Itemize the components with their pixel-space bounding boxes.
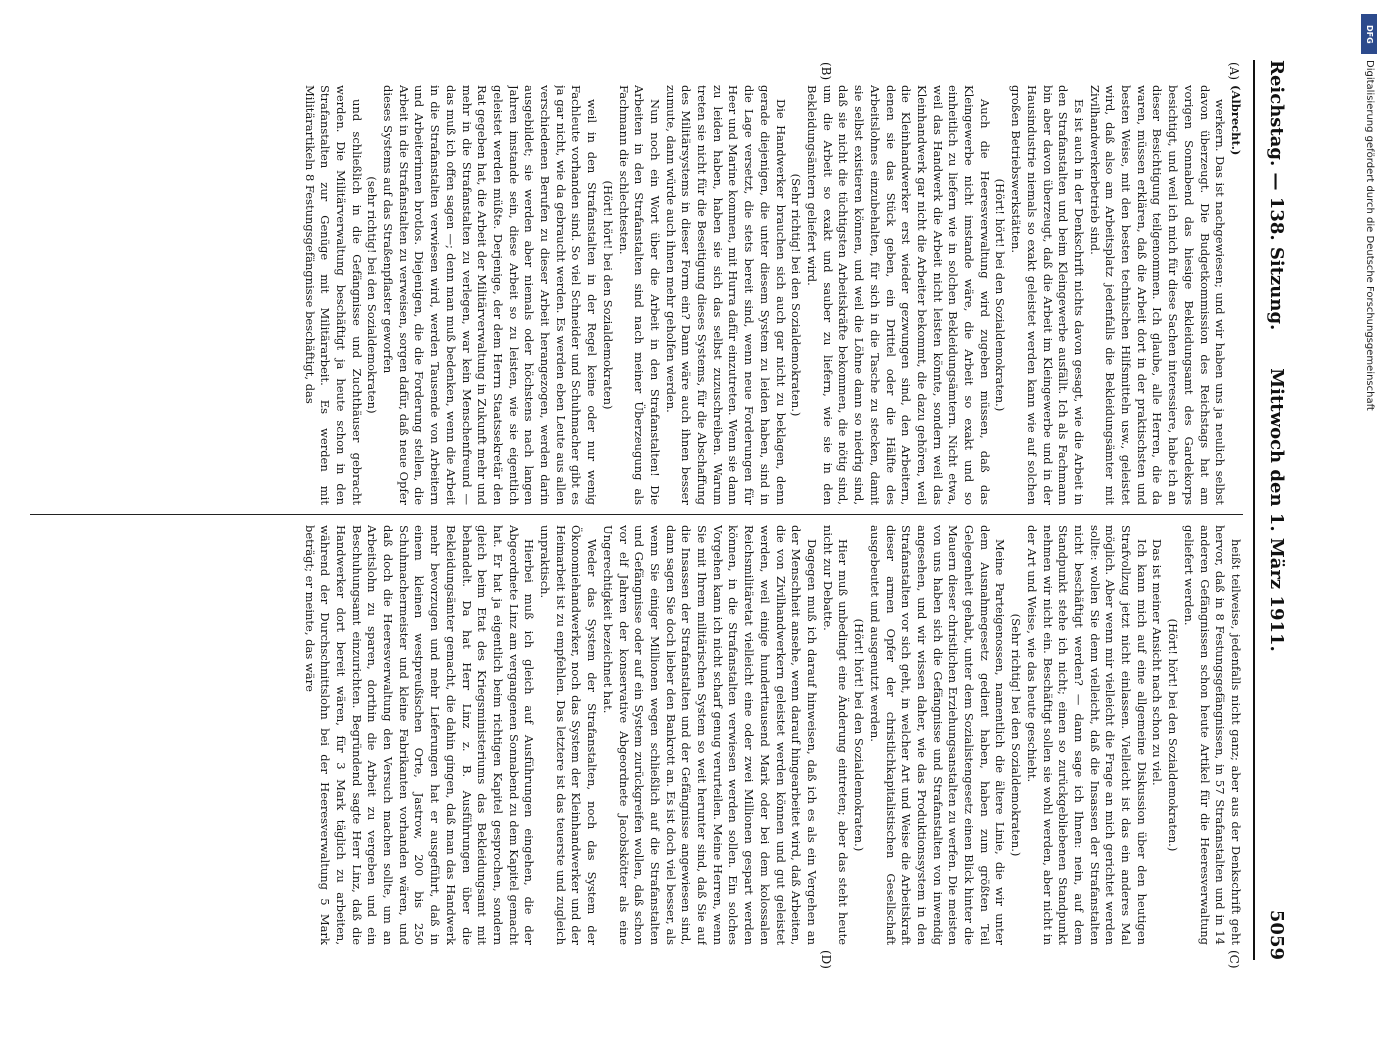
page-number: 5059 <box>1266 909 1287 960</box>
paragraph: weil in den Strafanstalten in der Regel keine oder nur wenig Fachleute vorhanden sind. So viel Schneider und Schuhmacher gibt es ja gar nicht, wie da gebraucht werden. Es werden eben Leute aus allen verschiedenen Berufen zu dieser Arbeit herangezogen, werden darin ausgebildet; sie werden aber niemals oder höchstens nach langen Jahren imstande sein, diese Arbeit so zu leisten, wie sie eigentlich geleistet werden müßte. Derjenige, der dem Herrn Staatssekretär den Rat gegeben hat, die Arbeit der Militärverwaltung in Zukunft mehr und mehr in die Strafanstalten zu verlegen, war kein Menschenfreund — das muß ich offen sagen —; denn man muß bedenken, wenn die Arbeit in die Strafanstalten verwiesen wird, werden Tausende von Arbeitern und Arbeiterinnen brotlos. Diejenigen, die die Forderung stellen, die Arbeit in die Strafanstalten zu verweisen, sorgen dafür, daß neue Opfer dieses Systems auf das Straßenpflaster geworfen <box>381 85 600 505</box>
interjection: (Hört! hört! bei den Sozialdemokraten.) <box>993 178 1008 412</box>
dfg-logo: DFG <box>1361 14 1377 54</box>
paragraph: Es ist auch in der Denkschrift nichts davon gesagt, wie die Arbeit in den Strafanstalten und beim Kleingewerbe ausfällt. Ich als Fachmann bin aber davon überzeugt, daß die Arbeit im Kleingewerbe und in der Hausindustrie niemals so exakt geleistet werden kann wie auf solchen großen Betriebswerkstätten. <box>1009 85 1086 505</box>
column-divider <box>30 514 1243 515</box>
paragraph: und schließlich in die Gefängnisse und Zuchthäuser gebracht werden. Die Militärverwaltung beschäftigt ja heute schon in den Strafanstalten zur Genüge mit Militärarbeit. Es werden mit Militärartikeln 8 Festungsgefängnisse beschäftigt, das <box>302 85 364 505</box>
interjection: (Sehr richtig! bei den Sozialdemokraten.) <box>1009 613 1024 857</box>
paragraph: Die Handwerker brauchen sich auch gar nicht zu beklagen, denn gerade diejenigen, die unter diesem System zu leiden haben, sind in die Lage versetzt, die stets bereit sind, wenn neue Forderungen für Heer und Marine kommen, mit Hurra dafür einzutreten. Wenn sie dann zu leiden haben, haben sie sich das selbst zuzuschreiben. Warum treten sie nicht für die Beseitigung dieses Systems, für die Abschaffung des Militärsystems in dieser Form ein? Dann wäre auch ihnen besser zumute, dann würde auch ihnen mehr geholfen werden. <box>663 85 788 505</box>
paragraph: Ich kann mich auf eine allgemeine Diskussion über den heutigen Strafvollzug jetzt nicht einlassen. Vielleicht ist das ein anderes Mal möglich. Aber wenn mir vielleicht die Frage an mich gerichtet werden sollte: wollen Sie denn vielleicht, daß die Insassen der Strafanstalten nicht beschäftigt werden? — dann sage ich Ihnen: nein, auf dem Standpunkt stehe ich nicht; einen so zurückgebliebenen Standpunkt nehmen wir nicht ein. Beschäftigt sollen sie wohl werden, aber nicht in der Art und Weise, wie das heute geschieht. <box>1024 525 1149 945</box>
paragraph: werkern. Das ist nachgewiesen; und wir haben uns ja neulich selbst davon überzeugt. Die Budgetkommission des Reichstags hat am vorigen Sonnabend das hiesige Bekleidungsamt des Gardekorps besichtigt, und weil ich mich für diese Sachen interessiere, habe ich an dieser Besichtigung teilgenommen. Ich glaube, alle Herren, die da waren, müssen erklären, daß die Arbeit dort in der praktischsten und besten Weise, mit den besten technischen Hilfsmitteln usw., geleistet wird, daß also am Arbeitsplatz jedenfalls die Bekleidungsämter mit Zivilhandwerkerbetrieb sind. <box>1087 85 1228 505</box>
text-column-right <box>30 525 1243 945</box>
paragraph: Hier muß unbedingt eine Änderung eintreten; aber das steht heute nicht zur Debatte. <box>820 525 851 945</box>
margin-marker-d: (D) <box>819 950 833 969</box>
interjection: (sehr richtig! bei den Sozialdemokraten) <box>365 176 380 414</box>
header-date: Mittwoch den 1. März 1911. <box>1266 368 1287 652</box>
paragraph: Auch die Heeresverwaltung wird zugeben müssen, daß das Kleingewerbe nicht imstande wäre, die Arbeit so exakt und so einheitlich zu liefern wie in solchen Bekleidungsämtern. Nicht etwa, weil das Handwerk die Arbeit nicht leisten könnte, sondern weil das Kleinhandwerk gar nicht die Arbeiter bekommt, die dazu gehören, weil die Kleinhandwerker erst wieder gezwungen sind, den Arbeitern, denen sie das Stück geben, ein Drittel oder die Hälfte des Arbeitslohnes einzubehalten, für sich in die Tasche zu stecken, damit sie selbst existieren können, und weil die Löhne dann so niedrig sind, daß sie nicht die tüchtigsten Arbeitskräfte bekommen, die nötig sind, um die Arbeit so exakt und sauber zu liefern, wie sie in den Bekleidungsämtern geliefert wird. <box>805 85 992 505</box>
margin-marker-b: (B) <box>819 62 833 81</box>
text-column-left <box>30 85 1243 505</box>
interjection: (Hört! hört! bei den Sozialdemokraten.) <box>1166 618 1181 852</box>
interjection: (Hört! hört! bei den Sozialdemokraten.) <box>852 618 867 852</box>
paragraph: Hierbei muß ich gleich auf Ausführungen eingehen, die der Abgeordnete Linz am vergangenen Sonnabend zu dem Kapitel gemacht hat. Er hat ja eigentlich beim richtigen Kapitel gesprochen, sondern gleich beim Etat des Kriegsministeriums das Bekleidungsamt mit behandelt. Da hat Herr Linz z. B. Ausführungen über die Bekleidungsämter gemacht, die dahin gingen, daß man das Handwerk mehr bevorzugen und mehr Lieferungen hat er ausgeführt, daß in einem kleinen westpreußischen Orte, Jastrow, 200 bis 250 Schuhmachermeister und kleine Fabrikanten vorhanden wären, und daß doch die Heeresverwaltung den Versuch machen sollte, um an Arbeitslohn zu sparen, dorthin die Arbeit zu vergeben und ein Beschuhungsamt einzurichten. Begründend sagte Herr Linz, daß die Handwerker dort bereit wären, für 3 Mark täglich zu arbeiten, während der Durchschnittslohn bei der Heeresverwaltung 5 Mark beträgt; er meinte, das wäre <box>302 525 537 945</box>
margin-marker-c: (C) <box>1227 950 1241 969</box>
interjection: (Sehr richtig! bei den Sozialdemokraten.) <box>789 173 804 417</box>
paragraph: Nun noch ein Wort über die Arbeit in den Strafanstalten! Die Arbeiten in den Strafanstalten sind nach meiner Überzeugung als Fachmann die schlechtesten. <box>616 85 662 505</box>
paragraph: Weder das System der Strafanstalten, noch das System der Ökonomiehandwerker, noch das System der Kleinhandwerker und der Heimarbeit ist zu empfehlen. Das letztere ist das teuerste und zugleich unpraktisch. <box>538 525 600 945</box>
speaker-name: (Albrecht.) <box>1229 85 1243 156</box>
paragraph: Dagegen muß ich darauf hinweisen, daß ich es als ein Vergehen an der Menschheit ansehe, wenn darauf hingearbeitet wird, daß Arbeiten, die von Zivilhandwerkern geleistet werden können und gut geleistet werden, weil einige hunderttausend Mark oder bei dem kolossalen Reichsmilitäretat vielleicht eine oder zwei Millionen gespart werden können, in die Strafanstalten verwiesen werden sollen. Ein solches Vorgehen kann ich nicht scharf genug verurteilen. Meine Herren, wenn Sie mit Ihrem militärischen System so weit herunter sind, daß Sie auf die Insassen der Strafanstalten und der Gefängnisse angewiesen sind, dann sagen Sie doch lieber den Bankrott an. Es ist doch viel besser, als wenn Sie einiger Millionen wegen schließlich auf die Strafanstalten und Gefängnisse oder auf ein System zurückgreifen wollen, daß schon vor elf Jahren der konservative Abgeordnete Jacobskötter als eine Ungerechtigkeit bezeichnet hat. <box>600 525 820 945</box>
paragraph: heißt teilweise, jedenfalls nicht ganz; aber aus der Denkschrift geht hervor, daß in 8 Festungsgefängnissen, in 57 Strafanstalten und in 14 anderen Gefängnissen schon heute Artikel für die Heeresverwaltung geliefert werden. <box>1181 525 1243 945</box>
paragraph: Meine Parteigenossen, namentlich die ältere Linie, die wir unter dem Ausnahmegesetz gedient haben, haben zum größten Teil Gelegenheit gehabt, unter dem Sozialistengesetz einen Blick hinter die Mauern dieser christlichen Erziehungsanstalten zu werfen. Die meisten von uns haben sich die Gefängnisse und Strafanstalten von inwendig angesehen, und wir wissen daher, wie das Produktionssystem in den Strafanstalten vor sich geht, in welcher Art und Weise die Arbeitskraft dieser armen Opfer der christlichkapitalistischen Gesellschaft ausgebeutet und ausgenutzt werden. <box>867 525 1008 945</box>
dfg-sidebar <box>1359 10 1379 990</box>
header-left: Reichstag. — 138. Sitzung. <box>1266 60 1287 331</box>
interjection: (Hört! hört! bei den Sozialdemokraten) <box>600 180 615 410</box>
paragraph: Das ist meiner Ansicht nach schon zu viel. <box>1150 539 1165 786</box>
dfg-credit-text: Digitalisierung gefördert durch die Deutsche Forschungsgemeinschaft <box>1364 60 1375 411</box>
page-header <box>1253 60 1295 960</box>
margin-marker-a: (A) <box>1227 62 1241 81</box>
